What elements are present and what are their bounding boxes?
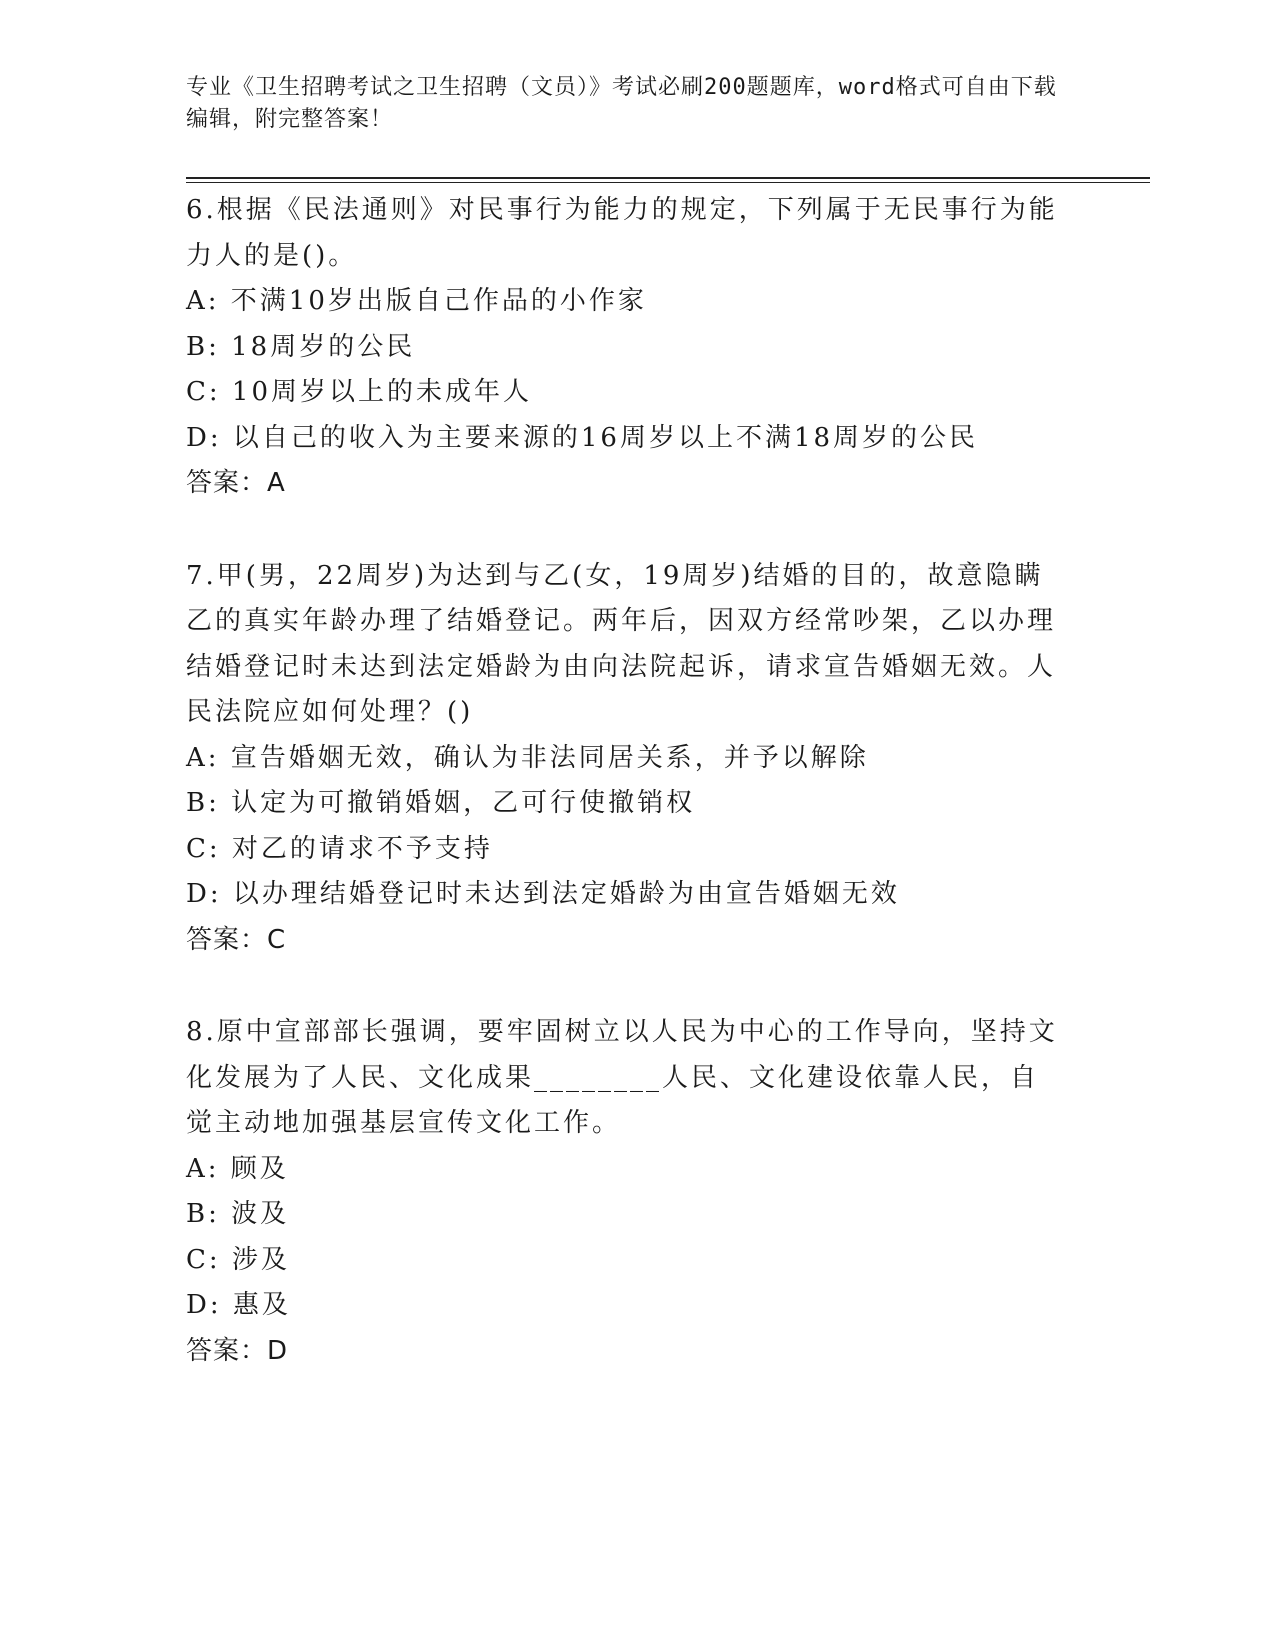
option-c: C: 10周岁以上的未成年人 xyxy=(186,377,533,407)
question-item xyxy=(186,554,1066,964)
option-a: A: 顾及 xyxy=(186,1153,289,1184)
question-item xyxy=(186,1010,1066,1374)
option-d: D: 以办理结婚登记时未达到法定婚龄为由宣告婚姻无效 xyxy=(186,879,900,909)
option-b: B: 认定为可撤销婚姻，乙可行使撤销权 xyxy=(186,788,696,818)
document-header: 专业《卫生招聘考试之卫生招聘（文员）》考试必刷200题题库，word格式可自由下载编辑，附完整答案！ xyxy=(186,75,1057,132)
question-list xyxy=(186,188,1066,1421)
question-stem: 6.根据《民法通则》对民事行为能力的规定，下列属于无民事行为能力人的是()。 xyxy=(186,195,1058,271)
answer-label: 答案：C xyxy=(186,924,287,955)
option-b: B: 18周岁的公民 xyxy=(186,331,416,362)
header-divider-thin xyxy=(186,182,1150,183)
answer-label: 答案：D xyxy=(186,1335,289,1366)
option-d: D: 惠及 xyxy=(186,1290,291,1320)
option-c: C: 涉及 xyxy=(186,1244,290,1275)
question-stem: 7.甲(男，22周岁)为达到与乙(女，19周岁)结婚的目的，故意隐瞒乙的真实年龄办理了结婚登记。两年后，因双方经常吵架，乙以办理结婚登记时未达到法定婚龄为由向法院起诉，请求宣告婚姻无效。人民法院应如何处理？() xyxy=(186,560,1057,727)
option-c: C: 对乙的请求不予支持 xyxy=(186,833,493,864)
question-stem: 8.原中宣部部长强调，要牢固树立以人民为中心的工作导向，坚持文化发展为了人民、文化成果________人民、文化建设依靠人民，自觉主动地加强基层宣传文化工作。 xyxy=(186,1017,1058,1138)
answer-label: 答案：A xyxy=(186,468,286,498)
question-item xyxy=(186,188,1066,507)
option-b: B: 波及 xyxy=(186,1199,290,1229)
option-d: D: 以自己的收入为主要来源的16周岁以上不满18周岁的公民 xyxy=(186,422,979,453)
header-divider-thick xyxy=(186,177,1150,179)
option-a: A: 宣告婚姻无效，确认为非法同居关系，并予以解除 xyxy=(186,742,869,773)
option-a: A: 不满10岁出版自己作品的小作家 xyxy=(186,286,647,316)
